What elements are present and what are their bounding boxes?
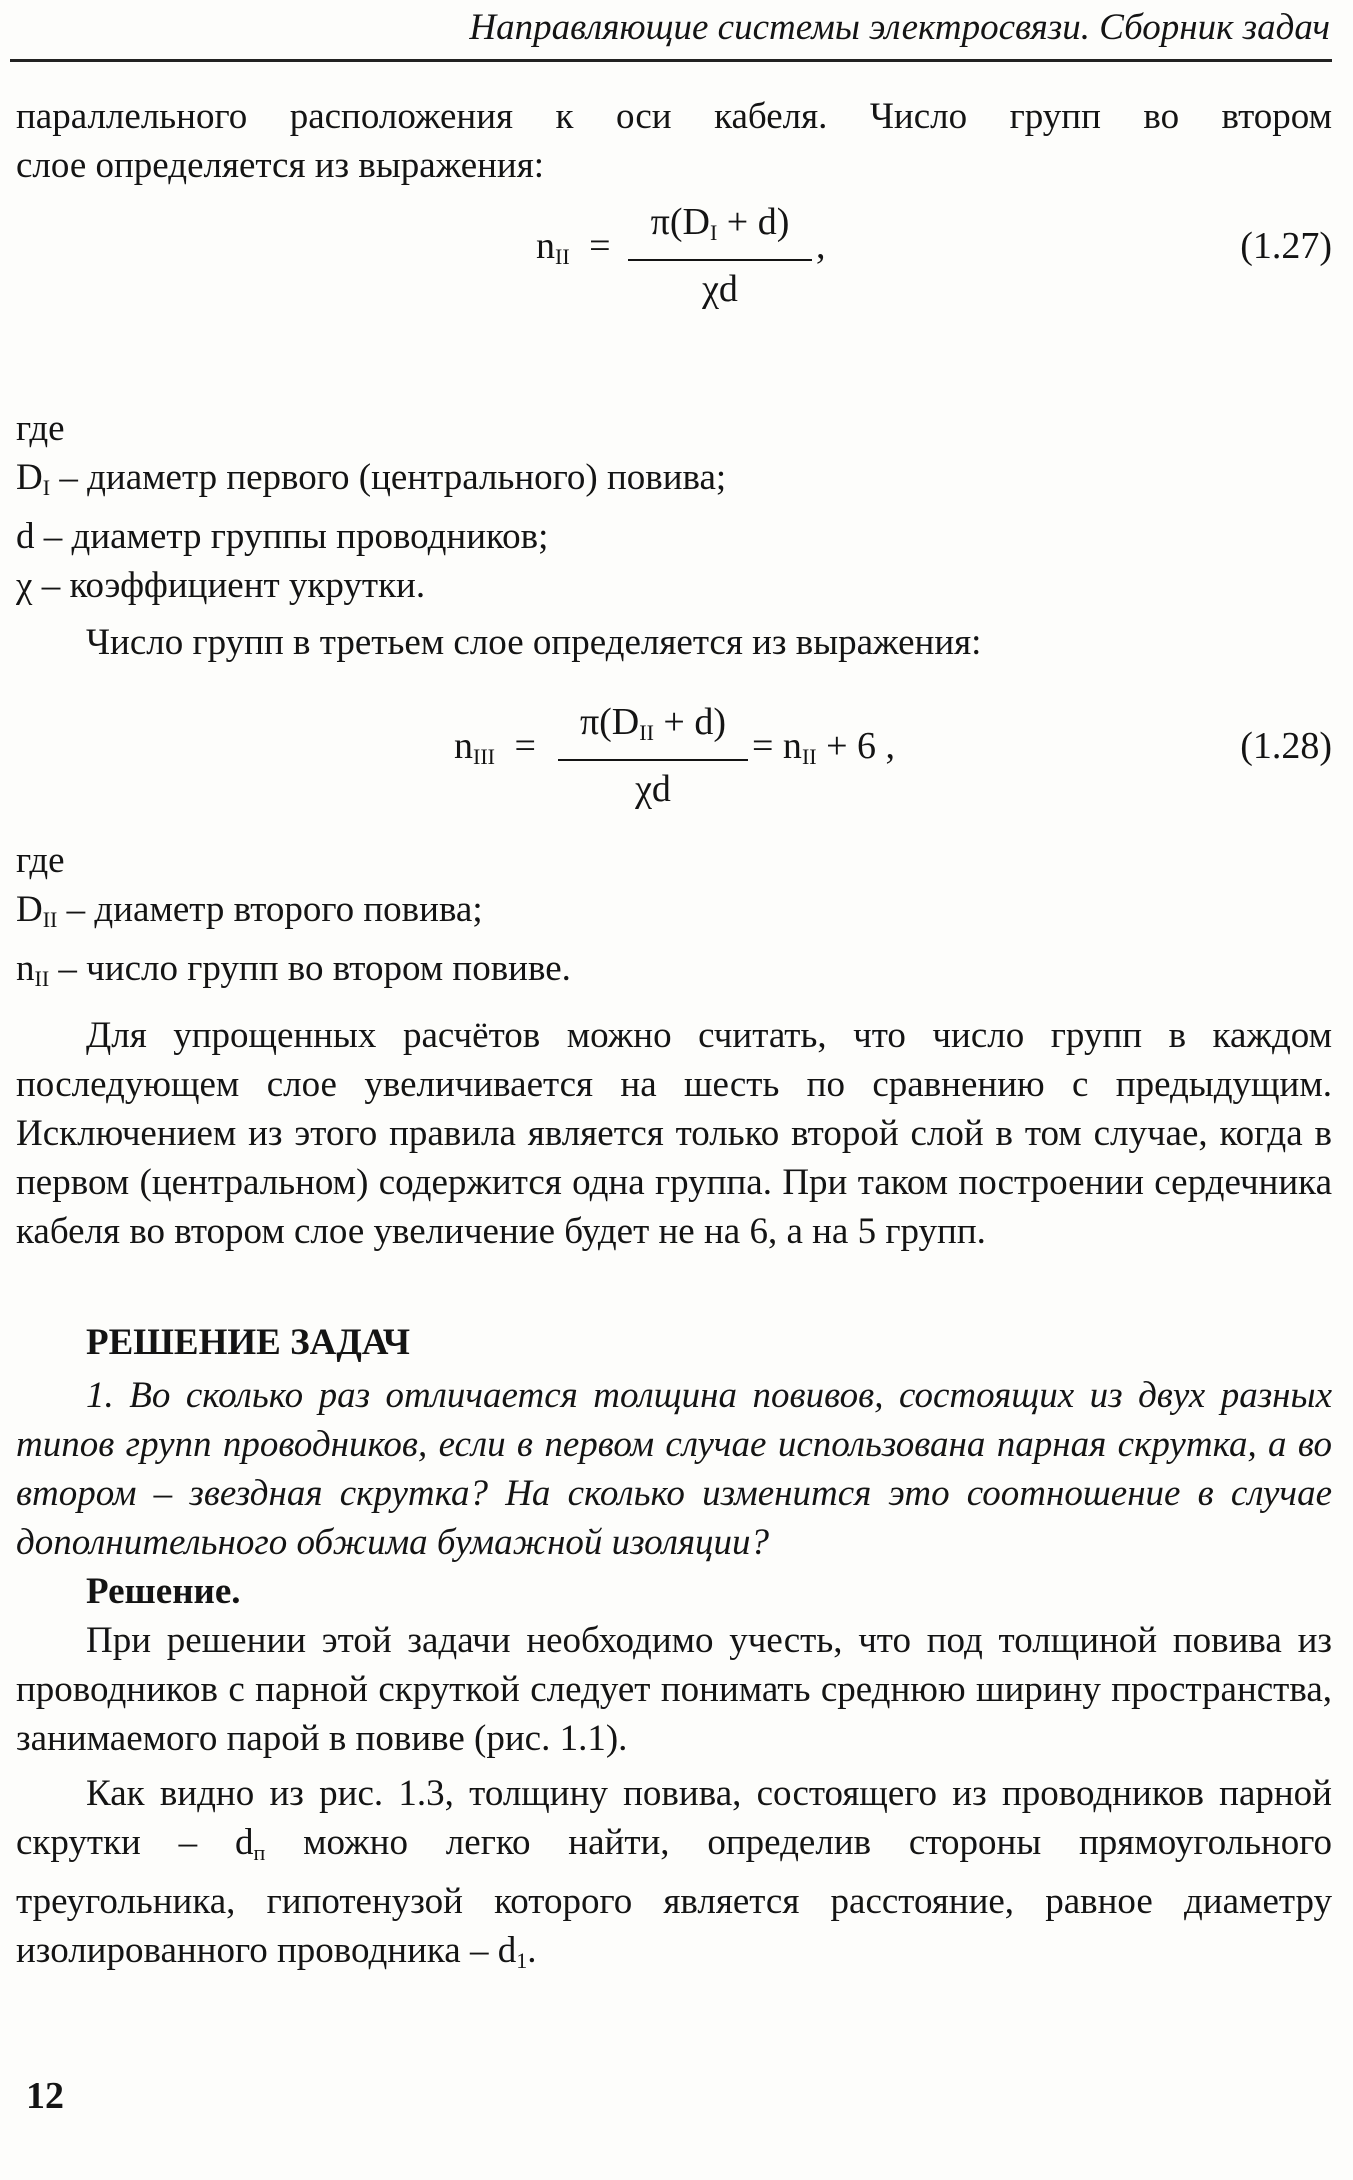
formula-1-27 [16,188,1332,318]
task-1: 1. Во сколько раз отличается толщина повивов, состоящих из двух разных типов групп проводников, если в первом случае использована парная скрутка, а во втором – звездная скрутка? На сколько изменится это соотношение в случае дополнительного обжима бумажной изоляции? [16,1375,1332,1563]
formula-1-28-rhs: = $n_{II} + 6$ , [752,725,896,769]
formula-1-28-denominator: χd [635,768,671,810]
intro-line-2: слое определяется из выражения: [16,145,545,186]
formula-1-28-fraction [558,696,748,817]
formula-1-27-lhs: $n_{II}$ = [536,225,611,269]
formula-1-27-numerator: $\pi(D_I + d)$ [628,196,812,261]
where-item-chi: χ – коэффициент укрутки. [16,565,426,606]
formula-1-28 [16,686,1332,816]
where-label-1: где [16,408,65,449]
formula-1-28-numerator: $\pi(D_{II} + d)$ [558,696,748,761]
formula-1-27-comma: , [816,225,826,267]
where-list-2 [16,836,1332,1256]
third-layer-intro: Число групп в третьем слое определяется из выражения: [86,622,982,663]
where-item-d1: $D_I$ – диаметр первого (центрального) повива; [16,457,727,500]
intro-paragraph [16,92,1332,190]
formula-1-28-lhs: $n_{III}$ = [454,725,536,769]
page-number: 12 [26,2075,64,2117]
where-item-d2: $D_{II}$ – диаметр второго повива; [16,889,483,932]
formula-1-27-denominator: χd [702,268,738,310]
where-label-2: где [16,840,65,881]
running-header: Направляющие системы электросвязи. Сборник задач [10,0,1332,62]
where-list-1 [16,404,1332,667]
solution-paragraph-2: Как видно из рис. 1.3, толщину повива, состоящего из проводников парной скрутки – $d_п$ можно легко найти, определив стороны прямоугольного треугольника, гипотенузой которого является расстояние, равное диаметру изолированного проводника – $d_1$. [16,1773,1332,1973]
intro-line-1: параллельного расположения к оси кабеля. Число групп во втором [16,96,1332,137]
where-item-n2: $n_{II}$ – число групп во втором повиве. [16,948,571,991]
formula-1-27-number: (1.27) [1240,225,1332,267]
formula-1-28-number: (1.28) [1240,725,1332,767]
solution-paragraph-1: При решении этой задачи необходимо учесть, что под толщиной повива из проводников с парной скруткой следует понимать среднюю ширину пространства, занимаемого парой в повиве (рис. 1.1). [16,1620,1332,1759]
section-heading: РЕШЕНИЕ ЗАДАЧ [86,1322,411,1363]
solution-label: Решение. [86,1571,241,1612]
formula-1-27-fraction [628,196,812,317]
simplified-paragraph: Для упрощенных расчётов можно считать, что число групп в каждом последующем слое увеличивается на шесть по сравнению с предыдущим. Исключением из этого правила является только второй слой в том случае, когда в первом (центральном) содержится одна группа. При таком построении сердечника кабеля во втором слое увеличение будет не на 6, а на 5 групп. [16,1015,1332,1252]
where-item-d: d – диаметр группы проводников; [16,516,549,557]
solutions-section [16,1318,1332,1985]
